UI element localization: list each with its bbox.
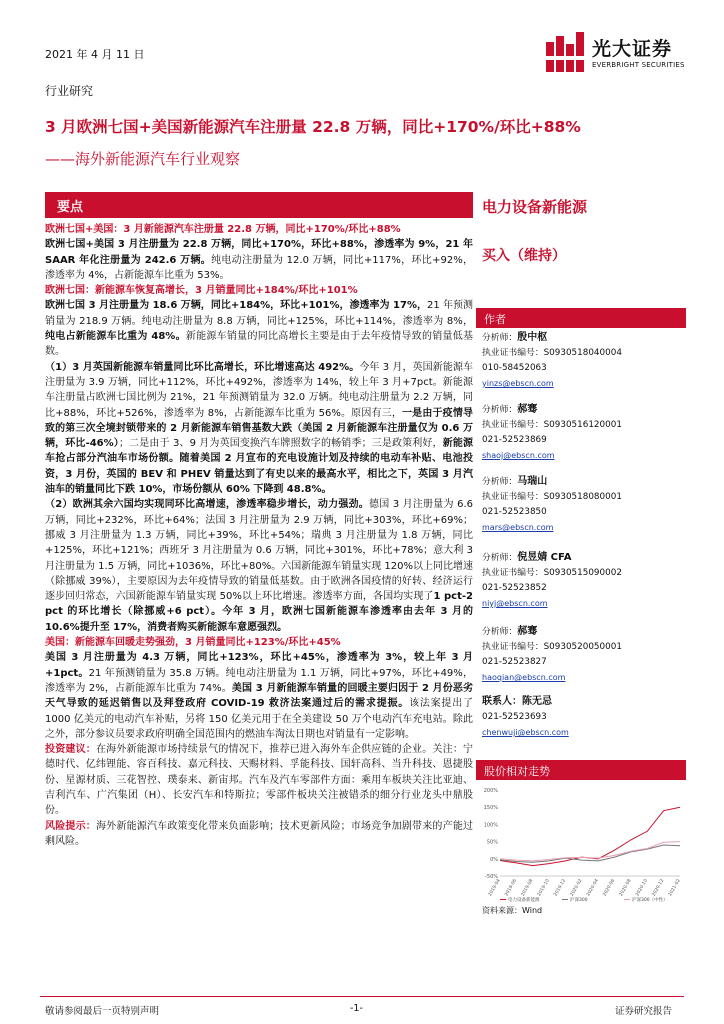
contact-name: 陈无忌 (522, 696, 552, 707)
section-heading-europe-us: 欧洲七国+美国：3 月新能源汽车注册量 22.8 万辆，同比+170%/环比+88% (45, 224, 401, 235)
x-tick-label: 2019-10 (537, 878, 551, 898)
report-category: 行业研究 (45, 84, 94, 98)
report-title: 3 月欧洲七国+美国新能源汽车注册量 22.8 万辆，同比+170%/环比+88% (45, 118, 581, 136)
contact-block: 联系人：陈无忌 021-52523693 chenwuji@ebscn.com (482, 694, 682, 740)
y-tick-label: 0% (490, 856, 498, 863)
page-number: -1- (350, 1003, 363, 1014)
author-cert: 执业证书编号：S0930518080001 (482, 492, 622, 502)
x-tick-label: 2019-06 (504, 878, 519, 898)
author-name: 马瑞山 (517, 476, 548, 487)
author-block: 分析师：倪昱婧 CFA 执业证书编号：S0930515090002 021-52523852 niyj@ebscn.com (482, 550, 682, 611)
y-tick-label: 150% (483, 805, 498, 812)
footer-disclaimer: 敬请参阅最后一页特别声明 (45, 1006, 160, 1017)
keypoints-bar (45, 192, 473, 218)
report-subtitle: ——海外新能源汽车行业观察 (45, 150, 241, 168)
y-tick-label: 100% (483, 822, 498, 829)
logo-en-text: EVERBRIGHT SECURITIES (592, 61, 685, 69)
x-tick-label: 2020-10 (635, 878, 650, 898)
stock-performance-chart (478, 784, 684, 904)
x-tick-label: 2020-12 (651, 878, 666, 898)
section-heading-us: 美国：新能源车回暖走势强劲，3 月销量同比+123%/环比+45% (45, 637, 341, 649)
paragraph-europe: 欧洲七国 3 月注册量为 18.6 万辆，同比+184%，环比+101%，渗透率为 17%，21 年预测销量为 218.9 万辆。纯电动注册量为 8.8 万辆，同比+125%，环比+114%，渗透率为 8%，纯电占新能源车比重为 48%。新能源车销量的同比高增长主要是由于去年疫情导致的销量低基数。 (45, 300, 473, 358)
legend-label: 沪深300（中性） (632, 898, 668, 903)
logo-cn-text: 光大证券 (592, 38, 673, 60)
y-tick-label: 50% (486, 839, 498, 846)
x-tick-label: 2020-06 (602, 878, 617, 898)
x-tick-label: 2020-08 (618, 878, 633, 898)
author-email[interactable]: niyj@ebscn.com (482, 599, 548, 608)
contact-phone: 021-52523693 (482, 712, 547, 722)
author-block: 分析师：郝骞 执业证书编号：S0930516120001 021-52523869 shaoj@ebscn.com (482, 402, 682, 463)
y-tick-label: 200% (483, 788, 498, 794)
paragraph-us: 美国 3 月注册量为 4.3 万辆，同比+123%，环比+45%，渗透率为 3%，较上年 3 月+1pct。21 年预测销量为 35.8 万辆。纯电动注册量为 1.1 万辆，同比+97%，环比+49%，渗透率为 2%，占新能源车比重为 74%。美国 3 月新能源车销量的回暖主要归因于 2 月份恶劣天气导致的延迟销售以及拜登政府 COVID-19 救济法案通过后的需求提振。该法案提出了 1000 亿美元的电动汽车补贴，另将 150 亿美元用于在全美建设 50 万个电动汽车充电站。除此之外，部分参议员要求政府明确全国范围内的燃油车淘汰日期也对销量有一定影响。 (45, 652, 474, 740)
chart-source: 资料来源：Wind (482, 906, 543, 915)
series-line (500, 842, 680, 861)
y-tick-label: -50% (485, 874, 498, 880)
main-content (45, 222, 473, 849)
perf-label: 股价相对走势 (484, 765, 550, 778)
author-cert: 执业证书编号：S0930518040004 (482, 348, 622, 358)
paragraph-europe-us: 欧洲七国+美国 3 月注册量为 22.8 万辆，同比+170%，环比+88%，渗透率为 9%，21 年 SAAR 年化注册量为 242.6 万辆。纯电动注册量为 12.0 万辆，同比+117%，环比+92%，渗透率为 4%，占新能源车比重为 53%。 (45, 239, 473, 281)
legend-label: 沪深300 (570, 898, 588, 903)
author-phone: 010-58452063 (482, 363, 547, 373)
authors-bar (476, 308, 686, 328)
x-tick-label: 2020-02 (569, 878, 584, 898)
author-phone: 021-52523850 (482, 507, 547, 517)
logo (546, 32, 686, 76)
author-name: 郝骞 (517, 626, 538, 637)
x-tick-label: 2021-02 (667, 878, 682, 898)
keypoints-label: 要点 (57, 200, 84, 215)
author-cert: 执业证书编号：S0930515090002 (482, 568, 622, 578)
author-email[interactable]: mars@ebscn.com (482, 523, 554, 532)
author-block: 分析师：殷中枢 执业证书编号：S0930518040004 010-58452063 yinzs@ebscn.com (482, 330, 682, 391)
x-tick-label: 2019-04 (487, 878, 502, 898)
author-email[interactable]: shaoj@ebscn.com (482, 451, 555, 460)
author-phone: 021-52523852 (482, 583, 547, 593)
sector-name: 电力设备新能源 (482, 198, 588, 216)
authors-label: 作者 (484, 313, 506, 326)
author-cert: 执业证书编号：S0930520050001 (482, 642, 622, 652)
section-heading-europe: 欧洲七国：新能源车恢复高增长，3 月销量同比+184%/环比+101% (45, 285, 358, 297)
x-tick-label: 2019-12 (553, 878, 568, 898)
author-block: 分析师：马瑞山 执业证书编号：S0930518080001 021-52523850 mars@ebscn.com (482, 474, 682, 535)
paragraph-risk: 风险提示：海外新能源汽车政策变化带来负面影响；技术更新风险；市场竞争加剧带来的产能过剩风险。 (45, 820, 474, 847)
footer-divider (40, 996, 684, 997)
footer-report-type: 证券研究报告 (615, 1006, 673, 1017)
paragraph-uk: （1）3 月英国新能源车销量同比环比高增长，环比增速高达 492%。今年 3 月，英国新能源车注册量为 3.9 万辆，同比+112%，环比+492%，渗透率为 14%，较上年 3 月+7pct。新能源车注册量占欧洲七国比例为 21%，21 年预测销量为 32.0 万辆。纯电动注册量为 2.2 万辆，同比+88%，环比+526%，渗透率为 8%，占新能源车比重为 56%。原因有三，一是由于疫情导致的第三次全境封锁带来的 2 月新能源车销售基数大跌（美国 2 月新能源车注册量仅为 0.6 万辆，环比-46%）；二是由于 3、9 月为英国变换汽车牌照数字的畅销季；三是政策利好，新能源车抢占部分汽油车市场份额。随着美国 2 月宣布的充电设施计划及持续的电动车补贴、电池投资，3 月份，英国的 BEV 和 PHEV 销量达到了有史以来的最高水平，相比之下，英国 3 月汽油车的销量同比下跌 10%，市场份额从 60% 下降到 48.8%。 (45, 361, 473, 496)
legend-label: 电力设备新能源 (508, 898, 540, 903)
paragraph-other-six: （2）欧洲其余六国均实现同环比高增速，渗透率稳步增长，动力强劲。德国 3 月注册量为 6.6 万辆，同比+232%，环比+64%；法国 3 月注册量为 2.9 万辆，同比+303%，环比+69%；挪威 3 月注册量为 1.3 万辆，同比+39%，环比+54%；瑞典 3 月注册量为 1.8 万辆，同比+125%，环比+121%；西班牙 3 月注册量为 0.6 万辆，同比+301%，环比+78%；意大利 3 月注册量为 1.5 万辆，同比+1036%，环比+80%。六国新能源车销量实现 120%以上同比增速（除挪威 39%），主要原因为去年疫情导致的销量低基数。由于欧洲各国疫情的好转、经济运行逐步回归常态，六国新能源车销量实现 50%以上环比增速。渗透率方面，各国均实现了1 pct-2 pct 的环比增长（除挪威+6 pct）。今年 3 月，欧洲七国新能源车渗透率由去年 3 月的 10.6%提升至 17%，消费者购买新能源车意愿强烈。 (45, 499, 473, 633)
author-email[interactable]: yinzs@ebscn.com (482, 379, 554, 388)
author-phone: 021-52523869 (482, 435, 547, 445)
author-name: 郝骞 (517, 404, 538, 415)
x-tick-label: 2019-08 (520, 878, 535, 898)
author-name: 殷中枢 (517, 332, 548, 343)
author-cert: 执业证书编号：S0930516120001 (482, 420, 622, 430)
author-block: 分析师：郝骞 执业证书编号：S0930520050001 021-52523827 haoqian@ebscn.com (482, 624, 682, 685)
author-name: 倪昱婧 CFA (517, 552, 572, 563)
rating: 买入（维持） (482, 248, 566, 264)
series-line (500, 845, 680, 862)
contact-email[interactable]: chenwuji@ebscn.com (482, 728, 569, 737)
report-date: 2021 年 4 月 11 日 (45, 48, 145, 61)
x-tick-label: 2020-04 (586, 878, 600, 898)
paragraph-investment: 投资建议：在海外新能源市场持续景气的情况下，推荐已进入海外车企供应链的企业。关注：宁德时代、亿纬锂能、容百科技、嘉元科技、天赐材料、孚能科技、国轩高科、当升科技、恩捷股份、星源材质、三花智控、璞泰来、新宙邦。汽车及汽车零部件方面：乘用车板块关注比亚迪、吉利汽车、广汽集团（H）、长安汽车和特斯拉；零部件板块关注被错杀的细分行业龙头中鼎股份。 (45, 744, 474, 817)
logo-mark-icon (546, 32, 586, 72)
author-email[interactable]: haoqian@ebscn.com (482, 673, 566, 682)
series-line (500, 807, 680, 865)
author-phone: 021-52523827 (482, 657, 547, 667)
perf-bar (476, 760, 686, 780)
